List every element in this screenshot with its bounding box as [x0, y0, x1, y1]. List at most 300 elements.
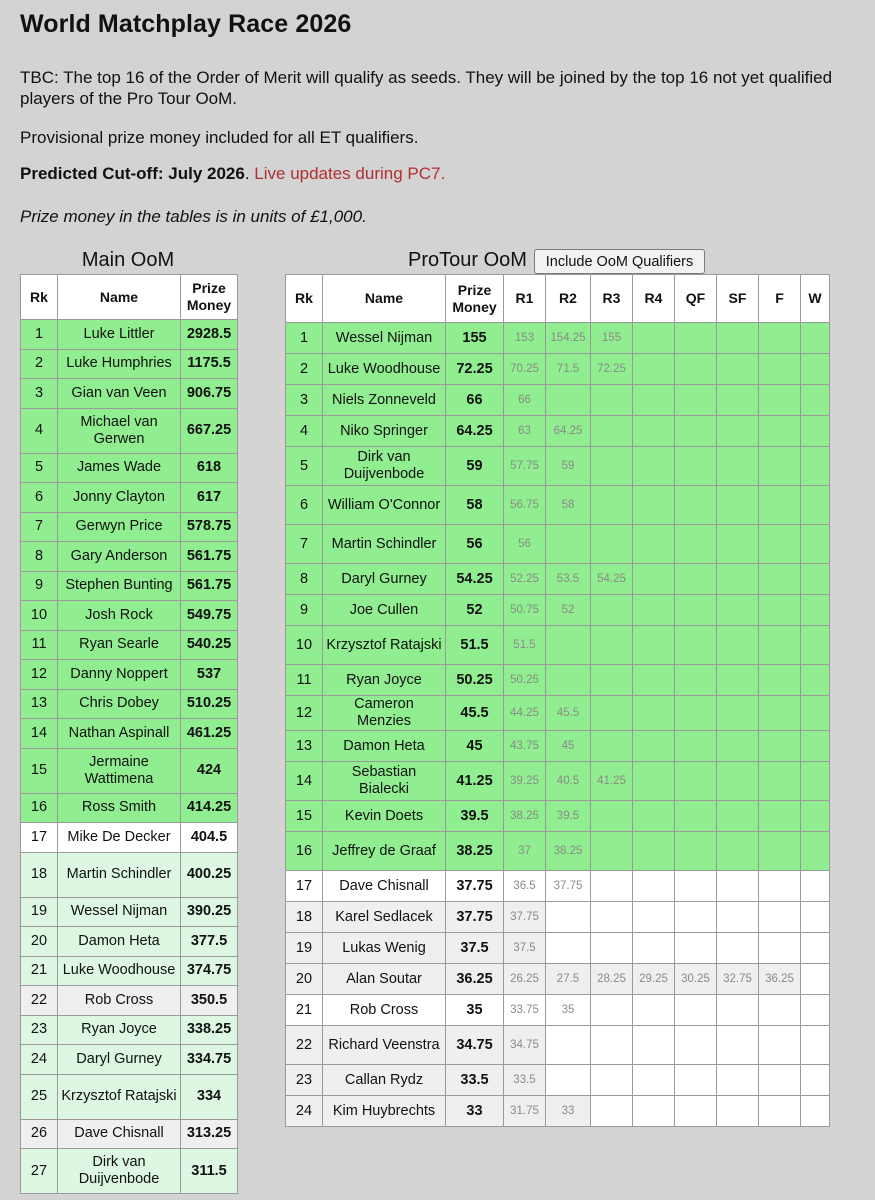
round-r3-cell: 41.25: [591, 762, 633, 801]
table-row: [21, 379, 238, 409]
round-f-cell: [759, 416, 801, 447]
player-name: Gerwyn Price: [58, 512, 181, 542]
round-w-cell: [801, 595, 830, 626]
table-row: [21, 408, 238, 453]
round-qf-cell: [675, 416, 717, 447]
round-r2-cell: [546, 1026, 591, 1065]
round-r1-cell: 26.25: [504, 964, 546, 995]
round-r4-cell: [633, 486, 675, 525]
round-f-cell: [759, 762, 801, 801]
table-row: [286, 525, 830, 564]
rank-cell: 13: [286, 731, 323, 762]
prize-money: 50.25: [446, 665, 504, 696]
round-w-cell: [801, 964, 830, 995]
round-w-cell: [801, 1096, 830, 1127]
round-r2-cell: [546, 525, 591, 564]
round-sf-cell: [717, 762, 759, 801]
round-qf-cell: [675, 447, 717, 486]
round-r4-cell: 29.25: [633, 964, 675, 995]
rank-cell: 24: [286, 1096, 323, 1127]
player-name: Gary Anderson: [58, 542, 181, 572]
prize-money: 414.25: [181, 793, 238, 823]
player-name: Niels Zonneveld: [323, 385, 446, 416]
prize-money: 510.25: [181, 689, 238, 719]
round-r1-cell: 50.75: [504, 595, 546, 626]
header-prize-money: Prize Money: [446, 275, 504, 323]
table-row: [21, 512, 238, 542]
table-row: [21, 986, 238, 1016]
round-r1-cell: 34.75: [504, 1026, 546, 1065]
table-row: [21, 660, 238, 690]
round-r4-cell: [633, 626, 675, 665]
round-qf-cell: [675, 995, 717, 1026]
round-r1-cell: 31.75: [504, 1096, 546, 1127]
round-r1-cell: 44.25: [504, 696, 546, 731]
round-f-cell: [759, 626, 801, 665]
round-r3-cell: [591, 801, 633, 832]
player-name: Callan Rydz: [323, 1065, 446, 1096]
player-name: Dave Chisnall: [323, 871, 446, 902]
round-qf-cell: [675, 801, 717, 832]
round-sf-cell: [717, 1065, 759, 1096]
rank-cell: 3: [286, 385, 323, 416]
header-w: W: [801, 275, 830, 323]
round-r3-cell: [591, 871, 633, 902]
table-row: [286, 902, 830, 933]
table-row: [286, 964, 830, 995]
rank-cell: 2: [286, 354, 323, 385]
player-name: Joe Cullen: [323, 595, 446, 626]
rank-cell: 7: [286, 525, 323, 564]
round-sf-cell: [717, 354, 759, 385]
table-row: [21, 689, 238, 719]
cutoff-line: [20, 163, 445, 184]
round-r1-cell: 56: [504, 525, 546, 564]
prize-money: 906.75: [181, 379, 238, 409]
round-w-cell: [801, 447, 830, 486]
rank-cell: 21: [21, 956, 58, 986]
rank-cell: 6: [286, 486, 323, 525]
round-r2-cell: 40.5: [546, 762, 591, 801]
rank-cell: 19: [286, 933, 323, 964]
table-row: [286, 1065, 830, 1096]
player-name: Gian van Veen: [58, 379, 181, 409]
table-row: [21, 1045, 238, 1075]
player-name: Chris Dobey: [58, 689, 181, 719]
table-row: [21, 1149, 238, 1194]
round-f-cell: [759, 995, 801, 1026]
player-name: Nathan Aspinall: [58, 719, 181, 749]
round-r4-cell: [633, 354, 675, 385]
player-name: Ryan Searle: [58, 630, 181, 660]
round-r3-cell: [591, 416, 633, 447]
header-r4: R4: [633, 275, 675, 323]
round-sf-cell: [717, 933, 759, 964]
prize-money: 54.25: [446, 564, 504, 595]
rank-cell: 1: [286, 323, 323, 354]
rank-cell: 19: [21, 897, 58, 927]
player-name: Luke Woodhouse: [58, 956, 181, 986]
table-row: [286, 354, 830, 385]
round-r3-cell: 54.25: [591, 564, 633, 595]
round-r2-cell: [546, 665, 591, 696]
rank-cell: 11: [21, 630, 58, 660]
round-r3-cell: [591, 832, 633, 871]
round-w-cell: [801, 323, 830, 354]
round-sf-cell: [717, 486, 759, 525]
player-name: Rob Cross: [58, 986, 181, 1016]
table-row: [286, 486, 830, 525]
table-row: [21, 630, 238, 660]
rank-cell: 10: [21, 601, 58, 631]
rank-cell: 15: [286, 801, 323, 832]
rank-cell: 4: [286, 416, 323, 447]
round-r2-cell: 33: [546, 1096, 591, 1127]
units-note: Prize money in the tables is in units of £1,000.: [20, 207, 367, 226]
round-f-cell: [759, 832, 801, 871]
rank-cell: 23: [286, 1065, 323, 1096]
player-name: Stephen Bunting: [58, 571, 181, 601]
table-row: [286, 762, 830, 801]
rank-cell: 10: [286, 626, 323, 665]
round-r1-cell: 51.5: [504, 626, 546, 665]
round-r1-cell: 70.25: [504, 354, 546, 385]
player-name: Martin Schindler: [58, 852, 181, 897]
table-row: [21, 571, 238, 601]
round-r1-cell: 50.25: [504, 665, 546, 696]
table-row: [286, 995, 830, 1026]
player-name: Damon Heta: [58, 927, 181, 957]
round-sf-cell: [717, 595, 759, 626]
round-sf-cell: [717, 626, 759, 665]
round-r1-cell: 57.75: [504, 447, 546, 486]
round-w-cell: [801, 525, 830, 564]
player-name: Rob Cross: [323, 995, 446, 1026]
prize-money: 41.25: [446, 762, 504, 801]
round-qf-cell: [675, 871, 717, 902]
round-qf-cell: [675, 665, 717, 696]
rank-cell: 9: [21, 571, 58, 601]
table-row: [286, 323, 830, 354]
prize-money: 561.75: [181, 542, 238, 572]
round-r3-cell: 28.25: [591, 964, 633, 995]
player-name: Lukas Wenig: [323, 933, 446, 964]
header-qf: QF: [675, 275, 717, 323]
round-r1-cell: 37: [504, 832, 546, 871]
player-name: Dirk van Duijvenbode: [58, 1149, 181, 1194]
prize-money: 45.5: [446, 696, 504, 731]
prize-money: 66: [446, 385, 504, 416]
round-qf-cell: [675, 902, 717, 933]
prize-money: 311.5: [181, 1149, 238, 1194]
round-w-cell: [801, 871, 830, 902]
rank-cell: 20: [21, 927, 58, 957]
rank-cell: 5: [21, 453, 58, 483]
player-name: Ross Smith: [58, 793, 181, 823]
round-r4-cell: [633, 595, 675, 626]
prize-money: 2928.5: [181, 320, 238, 350]
round-w-cell: [801, 832, 830, 871]
round-r1-cell: 153: [504, 323, 546, 354]
round-f-cell: [759, 871, 801, 902]
round-f-cell: [759, 1026, 801, 1065]
player-name: Luke Humphries: [58, 349, 181, 379]
header-prize-money: Prize Money: [181, 275, 238, 320]
prize-money: 56: [446, 525, 504, 564]
table-row: [21, 483, 238, 513]
prize-money: 59: [446, 447, 504, 486]
round-w-cell: [801, 1026, 830, 1065]
rank-cell: 23: [21, 1015, 58, 1045]
round-r2-cell: 154.25: [546, 323, 591, 354]
round-w-cell: [801, 1065, 830, 1096]
round-f-cell: [759, 1065, 801, 1096]
round-f-cell: [759, 447, 801, 486]
rank-cell: 9: [286, 595, 323, 626]
prize-money: 338.25: [181, 1015, 238, 1045]
round-r3-cell: [591, 1096, 633, 1127]
table-row: [21, 956, 238, 986]
round-f-cell: [759, 385, 801, 416]
prize-money: 37.75: [446, 902, 504, 933]
round-r2-cell: [546, 385, 591, 416]
round-r4-cell: [633, 696, 675, 731]
round-r1-cell: 66: [504, 385, 546, 416]
round-qf-cell: 30.25: [675, 964, 717, 995]
round-w-cell: [801, 665, 830, 696]
round-sf-cell: [717, 385, 759, 416]
round-f-cell: [759, 1096, 801, 1127]
round-w-cell: [801, 486, 830, 525]
player-name: Josh Rock: [58, 601, 181, 631]
round-r2-cell: [546, 1065, 591, 1096]
round-r4-cell: [633, 731, 675, 762]
rank-cell: 16: [286, 832, 323, 871]
round-r3-cell: [591, 447, 633, 486]
round-r2-cell: 53.5: [546, 564, 591, 595]
header-r2: R2: [546, 275, 591, 323]
round-r2-cell: 37.75: [546, 871, 591, 902]
round-qf-cell: [675, 564, 717, 595]
round-r2-cell: 27.5: [546, 964, 591, 995]
table-row: [21, 852, 238, 897]
rank-cell: 2: [21, 349, 58, 379]
round-f-cell: 36.25: [759, 964, 801, 995]
prize-money: 39.5: [446, 801, 504, 832]
round-qf-cell: [675, 832, 717, 871]
player-name: Luke Littler: [58, 320, 181, 350]
round-r3-cell: [591, 385, 633, 416]
rank-cell: 8: [21, 542, 58, 572]
round-r4-cell: [633, 902, 675, 933]
prize-money: 578.75: [181, 512, 238, 542]
player-name: Kim Huybrechts: [323, 1096, 446, 1127]
round-sf-cell: [717, 832, 759, 871]
prize-money: 33: [446, 1096, 504, 1127]
rank-cell: 3: [21, 379, 58, 409]
round-r4-cell: [633, 801, 675, 832]
round-r2-cell: 45.5: [546, 696, 591, 731]
player-name: Damon Heta: [323, 731, 446, 762]
round-f-cell: [759, 525, 801, 564]
rank-cell: 18: [21, 852, 58, 897]
prize-money: 540.25: [181, 630, 238, 660]
round-w-cell: [801, 385, 830, 416]
table-row: [21, 542, 238, 572]
round-r3-cell: 155: [591, 323, 633, 354]
prize-money: 404.5: [181, 823, 238, 853]
round-r1-cell: 33.75: [504, 995, 546, 1026]
round-f-cell: [759, 731, 801, 762]
rank-cell: 11: [286, 665, 323, 696]
round-r1-cell: 52.25: [504, 564, 546, 595]
round-r4-cell: [633, 323, 675, 354]
round-r4-cell: [633, 1096, 675, 1127]
rank-cell: 15: [21, 748, 58, 793]
round-r1-cell: 37.5: [504, 933, 546, 964]
player-name: James Wade: [58, 453, 181, 483]
round-sf-cell: [717, 995, 759, 1026]
round-qf-cell: [675, 595, 717, 626]
round-r3-cell: [591, 525, 633, 564]
round-r2-cell: 64.25: [546, 416, 591, 447]
round-r1-cell: 43.75: [504, 731, 546, 762]
rank-cell: 22: [21, 986, 58, 1016]
cutoff-label: Predicted Cut-off: July 2026: [20, 164, 245, 183]
prize-money: 537: [181, 660, 238, 690]
round-r2-cell: [546, 933, 591, 964]
rank-cell: 4: [21, 408, 58, 453]
rank-cell: 26: [21, 1119, 58, 1149]
prize-money: 424: [181, 748, 238, 793]
prize-money: 33.5: [446, 1065, 504, 1096]
prize-money: 52: [446, 595, 504, 626]
rank-cell: 14: [21, 719, 58, 749]
round-w-cell: [801, 626, 830, 665]
round-qf-cell: [675, 525, 717, 564]
prize-money: 561.75: [181, 571, 238, 601]
round-r2-cell: [546, 902, 591, 933]
player-name: Cameron Menzies: [323, 696, 446, 731]
player-name: Niko Springer: [323, 416, 446, 447]
prize-money: 72.25: [446, 354, 504, 385]
round-f-cell: [759, 354, 801, 385]
table-row: [21, 897, 238, 927]
round-w-cell: [801, 416, 830, 447]
include-oom-qualifiers-button[interactable]: Include OoM Qualifiers: [534, 249, 705, 274]
round-w-cell: [801, 995, 830, 1026]
rank-cell: 20: [286, 964, 323, 995]
round-qf-cell: [675, 1065, 717, 1096]
table-row: [286, 447, 830, 486]
prize-money: 58: [446, 486, 504, 525]
main-oom-table: [20, 274, 238, 1194]
round-qf-cell: [675, 385, 717, 416]
player-name: Daryl Gurney: [323, 564, 446, 595]
table-row: [21, 927, 238, 957]
round-r3-cell: 72.25: [591, 354, 633, 385]
round-r1-cell: 33.5: [504, 1065, 546, 1096]
round-qf-cell: [675, 626, 717, 665]
table-row: [286, 696, 830, 731]
round-w-cell: [801, 731, 830, 762]
prize-money: 377.5: [181, 927, 238, 957]
prize-money: 34.75: [446, 1026, 504, 1065]
round-f-cell: [759, 801, 801, 832]
prize-money: 64.25: [446, 416, 504, 447]
page-title: World Matchplay Race 2026: [20, 10, 352, 38]
round-w-cell: [801, 564, 830, 595]
player-name: Jonny Clayton: [58, 483, 181, 513]
player-name: Danny Noppert: [58, 660, 181, 690]
prize-money: 37.75: [446, 871, 504, 902]
round-r2-cell: [546, 626, 591, 665]
round-sf-cell: [717, 1026, 759, 1065]
round-w-cell: [801, 933, 830, 964]
round-f-cell: [759, 902, 801, 933]
round-r3-cell: [591, 626, 633, 665]
table-row: [286, 832, 830, 871]
header-rank: Rk: [21, 275, 58, 320]
table-row: [286, 1096, 830, 1127]
player-name: Luke Woodhouse: [323, 354, 446, 385]
player-name: Jeffrey de Graaf: [323, 832, 446, 871]
protour-oom-table: [285, 274, 830, 1127]
intro-text: TBC: The top 16 of the Order of Merit will qualify as seeds. They will be joined by the top 16 not yet qualified players of the Pro Tour OoM.: [20, 68, 833, 108]
rank-cell: 14: [286, 762, 323, 801]
prize-money: 38.25: [446, 832, 504, 871]
rank-cell: 13: [21, 689, 58, 719]
table-row: [286, 933, 830, 964]
protour-oom-title: ProTour OoM: [408, 249, 527, 271]
round-r2-cell: 45: [546, 731, 591, 762]
table-row: [21, 719, 238, 749]
round-sf-cell: [717, 902, 759, 933]
header-r3: R3: [591, 275, 633, 323]
player-name: Sebastian Bialecki: [323, 762, 446, 801]
rank-cell: 7: [21, 512, 58, 542]
player-name: Daryl Gurney: [58, 1045, 181, 1075]
round-qf-cell: [675, 323, 717, 354]
round-w-cell: [801, 801, 830, 832]
table-row: [21, 453, 238, 483]
player-name: Wessel Nijman: [58, 897, 181, 927]
header-name: Name: [58, 275, 181, 320]
rank-cell: 1: [21, 320, 58, 350]
prize-money: 35: [446, 995, 504, 1026]
round-sf-cell: [717, 525, 759, 564]
round-sf-cell: [717, 801, 759, 832]
table-row: [21, 748, 238, 793]
round-qf-cell: [675, 486, 717, 525]
round-qf-cell: [675, 354, 717, 385]
round-r1-cell: 63: [504, 416, 546, 447]
table-row: [286, 416, 830, 447]
round-w-cell: [801, 902, 830, 933]
round-sf-cell: [717, 564, 759, 595]
round-r4-cell: [633, 525, 675, 564]
player-name: Kevin Doets: [323, 801, 446, 832]
round-r3-cell: [591, 696, 633, 731]
table-row: [21, 823, 238, 853]
rank-cell: 17: [286, 871, 323, 902]
round-sf-cell: [717, 323, 759, 354]
prize-money: 374.75: [181, 956, 238, 986]
round-r4-cell: [633, 832, 675, 871]
rank-cell: 12: [21, 660, 58, 690]
main-oom-title: Main OoM: [81, 249, 175, 271]
round-f-cell: [759, 595, 801, 626]
